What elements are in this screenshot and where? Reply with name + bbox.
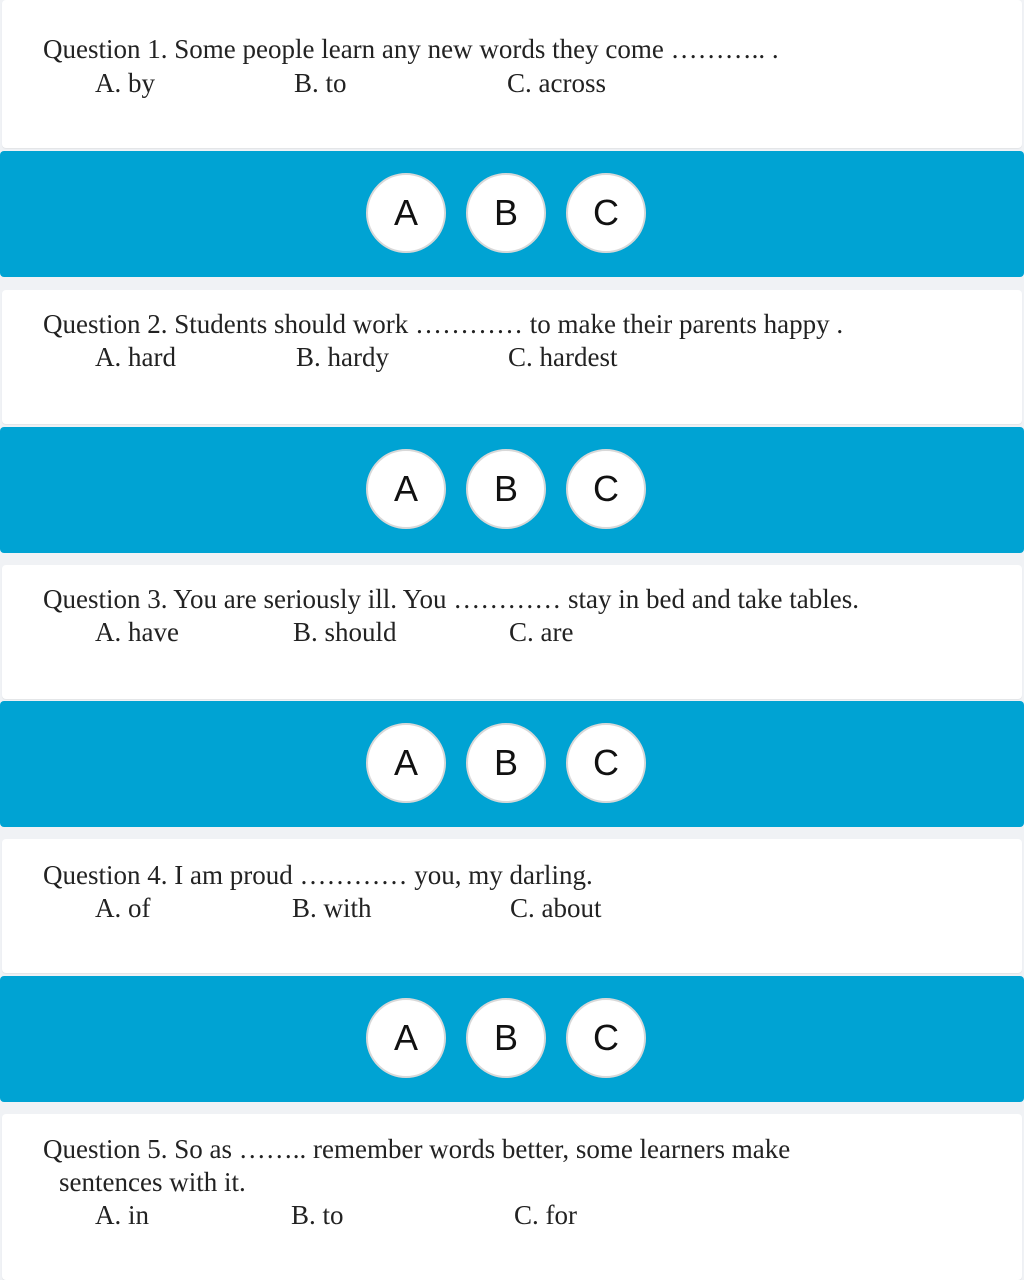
question-text: Question 3. You are seriously ill. You ………… stay in bed and take tables. <box>43 584 859 614</box>
question-text-continued: sentences with it. <box>59 1167 246 1197</box>
option-c-text: C. about <box>510 893 602 923</box>
answer-a-button[interactable]: A <box>366 998 446 1078</box>
answer-c-button[interactable]: C <box>566 449 646 529</box>
question-card-4 <box>2 839 1022 973</box>
option-a-text: A. by <box>95 68 155 98</box>
answer-a-button[interactable]: A <box>366 449 446 529</box>
option-b-text: B. to <box>291 1200 344 1230</box>
answer-bar-4 <box>0 976 1024 1102</box>
question-text: Question 4. I am proud ………… you, my darling. <box>43 860 593 890</box>
answer-a-button[interactable]: A <box>366 173 446 253</box>
answer-b-button[interactable]: B <box>466 723 546 803</box>
option-a-text: A. of <box>95 893 151 923</box>
option-b-text: B. should <box>293 617 397 647</box>
answer-c-button[interactable]: C <box>566 998 646 1078</box>
option-b-text: B. hardy <box>296 342 389 372</box>
question-card-3 <box>2 565 1022 699</box>
answer-b-button[interactable]: B <box>466 173 546 253</box>
answer-c-button[interactable]: C <box>566 173 646 253</box>
option-b-text: B. to <box>294 68 347 98</box>
question-text: Question 1. Some people learn any new words they come ……….. . <box>43 34 779 64</box>
option-c-text: C. for <box>514 1200 577 1230</box>
question-text: Question 2. Students should work ………… to make their parents happy . <box>43 309 844 339</box>
question-text: Question 5. So as …….. remember words better, some learners make <box>43 1134 791 1164</box>
option-c-text: C. hardest <box>508 342 618 372</box>
option-c-text: C. across <box>507 68 606 98</box>
option-a-text: A. hard <box>95 342 176 372</box>
answer-bar-3 <box>0 701 1024 827</box>
option-a-text: A. in <box>95 1200 149 1230</box>
question-card-5 <box>2 1114 1022 1280</box>
option-a-text: A. have <box>95 617 179 647</box>
answer-bar-1 <box>0 151 1024 277</box>
answer-b-button[interactable]: B <box>466 998 546 1078</box>
option-b-text: B. with <box>292 893 372 923</box>
question-card-1 <box>2 0 1022 148</box>
answer-b-button[interactable]: B <box>466 449 546 529</box>
answer-c-button[interactable]: C <box>566 723 646 803</box>
answer-a-button[interactable]: A <box>366 723 446 803</box>
option-c-text: C. are <box>509 617 574 647</box>
answer-bar-2 <box>0 427 1024 553</box>
question-card-2 <box>2 290 1022 424</box>
